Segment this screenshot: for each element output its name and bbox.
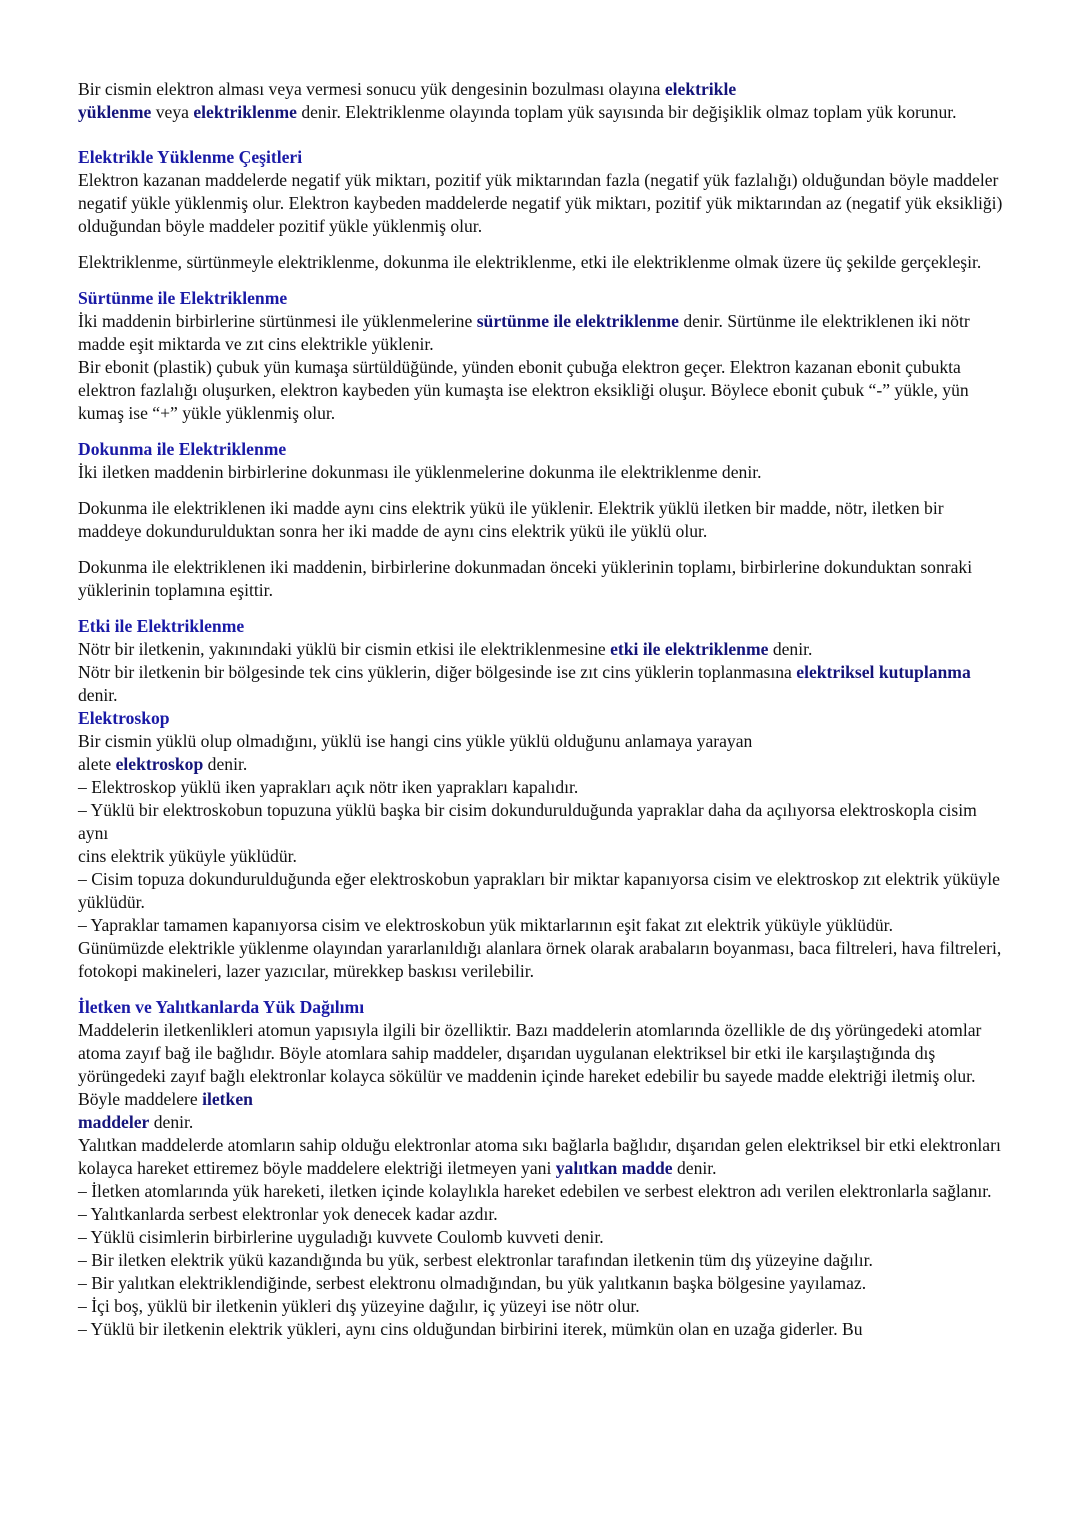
induction-text: Nötr bir iletkenin bir bölgesinde tek cins yüklerin, diğer bölgesinde ise zıt cins yüklerin toplanmasına [78, 662, 797, 682]
intro-text: Bir cismin elektron alması veya vermesi sonucu yük dengesinin bozulması olayına [78, 79, 665, 99]
term-yuklenme: yüklenme [78, 102, 152, 122]
distribution-item-4: – Bir iletken elektrik yükü kazandığında bu yük, serbest elektronlar tarafından iletkenin tüm dış yüzeyine dağılır. [78, 1250, 873, 1270]
heading-distribution: İletken ve Yalıtkanlarda Yük Dağılımı [78, 997, 365, 1017]
electroscope-line-2 [78, 753, 1010, 776]
term-friction: sürtünme ile elektriklenme [476, 311, 679, 331]
friction-paragraph-2: Bir ebonit (plastik) çubuk yün kumaşa sürtüldüğünde, yünden ebonit çubuğa elektron geçer. Elektron kazanan ebonit çubukta elektron fazlalığı oluşurken, elektron kaybeden yün kumaşta ise elektron eksikliği oluşur. Böylece ebonit çubuk “-” yükle, yün kumaş ise “+” yükle yüklenmiş olur. [78, 357, 969, 423]
term-induction: etki ile elektriklenme [610, 639, 769, 659]
types-paragraph-1: Elektron kazanan maddelerde negatif yük miktarı, pozitif yük miktarından fazla (negatif yük fazlalığı) olduğundan böyle maddeler negatif yükle yüklenmiş olur. Elektron kaybeden maddelerde negatif yük miktarı, pozitif yük miktarından az (negatif yük eksikliği) olduğundan böyle maddeler pozitif yükle yüklenmiş olur. [78, 170, 1003, 236]
term-insulator: yalıtkan madde [555, 1158, 673, 1178]
heading-friction: Sürtünme ile Elektriklenme [78, 288, 288, 308]
term-polarization: elektriksel kutuplanma [796, 662, 971, 682]
distribution-item-2: – Yalıtkanlarda serbest elektronlar yok denecek kadar azdır. [78, 1204, 498, 1224]
intro-text: denir. Elektriklenme olayında toplam yük sayısında bir değişiklik olmaz toplam yük korunur. [296, 102, 957, 122]
electroscope-line-1: Bir cismin yüklü olup olmadığını, yüklü ise hangi cins yükle yüklü olduğunu anlamaya yarayan [78, 731, 753, 751]
term-electroscope: elektroskop [115, 754, 204, 774]
heading-types: Elektrikle Yüklenme Çeşitleri [78, 147, 303, 167]
distribution-text: denir. [672, 1158, 717, 1178]
intro-text: veya [151, 102, 194, 122]
friction-text: denir. Sürtünme ile elektriklenen iki nötr madde eşit miktarda ve zıt cins elektrikle yüklenir. [78, 311, 970, 354]
contact-paragraph-2: Dokunma ile elektriklenen iki madde aynı cins elektrik yükü ile yüklenir. Elektrik yüklü iletken bir madde, nötr, iletken bir maddeye dokundurulduktan sonra her iki madde de aynı cins elektrik yükü ile yüklü olur. [78, 498, 944, 541]
distribution-paragraph-1 [78, 1019, 1010, 1134]
friction-text: İki maddenin birbirlerine sürtünmesi ile yüklenmelerine [78, 311, 477, 331]
electroscope-item-3: – Cisim topuza dokundurulduğunda eğer elektroskobun yaprakları bir miktar kapanıyorsa cisim ve elektroskop zıt elektrik yüküyle yüklüdür. [78, 869, 1000, 912]
induction-text: denir. [768, 639, 813, 659]
contact-paragraph-3: Dokunma ile elektriklenen iki maddenin, birbirlerine dokunmadan önceki yüklerinin toplamı, birbirlerine dokunduktan sonraki yüklerinin toplamına eşittir. [78, 557, 973, 600]
types-paragraph-2: Elektriklenme, sürtünmeyle elektriklenme, dokunma ile elektriklenme, etki ile elektriklenme olmak üzere üç şekilde gerçekleşir. [78, 252, 982, 272]
heading-contact: Dokunma ile Elektriklenme [78, 439, 287, 459]
electroscope-text: alete [78, 754, 116, 774]
heading-induction: Etki ile Elektriklenme [78, 616, 245, 636]
term-elektrikle: elektrikle [664, 79, 737, 99]
term-iletken: iletken [202, 1089, 253, 1109]
term-maddeler: maddeler [78, 1112, 150, 1132]
distribution-text: Yalıtkan maddelerde atomların sahip olduğu elektronlar atoma sıkı bağlarla bağlıdır, dışarıdan gelen elektriksel bir etki elektronları kolayca hareket ettiremez böyle maddelere elektriği iletmeyen yani [78, 1135, 1001, 1178]
induction-text: Nötr bir iletkenin, yakınındaki yüklü bir cismin etkisi ile elektriklenmesine [78, 639, 611, 659]
distribution-text: denir. [149, 1112, 194, 1132]
intro-paragraph [78, 78, 1010, 124]
distribution-paragraph-2 [78, 1134, 1010, 1180]
friction-paragraph-1 [78, 310, 1010, 356]
distribution-item-6: – İçi boş, yüklü bir iletkenin yükleri dış yüzeyine dağılır, iç yüzeyi ise nötr olur. [78, 1296, 640, 1316]
distribution-item-1: – İletken atomlarında yük hareketi, iletken içinde kolaylıkla hareket edebilen ve serbest elektron adı verilen elektronlarla sağlanır. [78, 1181, 992, 1201]
electroscope-text: denir. [203, 754, 248, 774]
distribution-text: Maddelerin iletkenlikleri atomun yapısıyla ilgili bir özelliktir. Bazı maddelerin atomlarında özellikle de dış yörüngedeki atomlar atoma zayıf bağ ile bağlıdır. Böyle atomlara sahip maddeler, dışarıdan uygulanan elektriksel bir etki ile karşılaştığında dış yörüngedeki zayıf bağlı elektronlar kolayca sökülür ve maddenin içinde hareket edebilir bu sayede madde elektriği iletmiş olur. Böyle maddelere [78, 1020, 982, 1109]
electroscope-item-4: – Yapraklar tamamen kapanıyorsa cisim ve elektroskobun yük miktarlarının eşit fakat zıt elektrik yüküyle yüklüdür. [78, 915, 893, 935]
induction-text: denir. [78, 685, 118, 705]
term-elektriklenme: elektriklenme [193, 102, 297, 122]
distribution-item-3: – Yüklü cisimlerin birbirlerine uyguladığı kuvvete Coulomb kuvveti denir. [78, 1227, 604, 1247]
electroscope-item-2b: cins elektrik yüküyle yüklüdür. [78, 846, 297, 866]
electroscope-applications: Günümüzde elektrikle yüklenme olayından yararlanıldığı alanlara örnek olarak arabaların boyanması, baca filtreleri, hava filtreleri, fotokopi makineleri, lazer yazıcılar, mürekkep baskısı verilebilir. [78, 938, 1002, 981]
induction-paragraph-1 [78, 638, 1010, 661]
induction-paragraph-2 [78, 661, 1010, 707]
electroscope-item-1: – Elektroskop yüklü iken yaprakları açık nötr iken yaprakları kapalıdır. [78, 777, 579, 797]
distribution-item-7: – Yüklü bir iletkenin elektrik yükleri, aynı cins olduğundan birbirini iterek, mümkün olan en uzağa giderler. Bu [78, 1319, 863, 1339]
contact-paragraph-1: İki iletken maddenin birbirlerine dokunması ile yüklenmelerine dokunma ile elektriklenme denir. [78, 462, 762, 482]
electroscope-item-2a: – Yüklü bir elektroskobun topuzuna yüklü başka bir cisim dokundurulduğunda yapraklar daha da açılıyorsa elektroskopla cisim aynı [78, 800, 977, 843]
distribution-item-5: – Bir yalıtkan elektriklendiğinde, serbest elektronu olmadığından, bu yük yalıtkanın başka bölgesine yayılamaz. [78, 1273, 867, 1293]
heading-electroscope: Elektroskop [78, 708, 170, 728]
